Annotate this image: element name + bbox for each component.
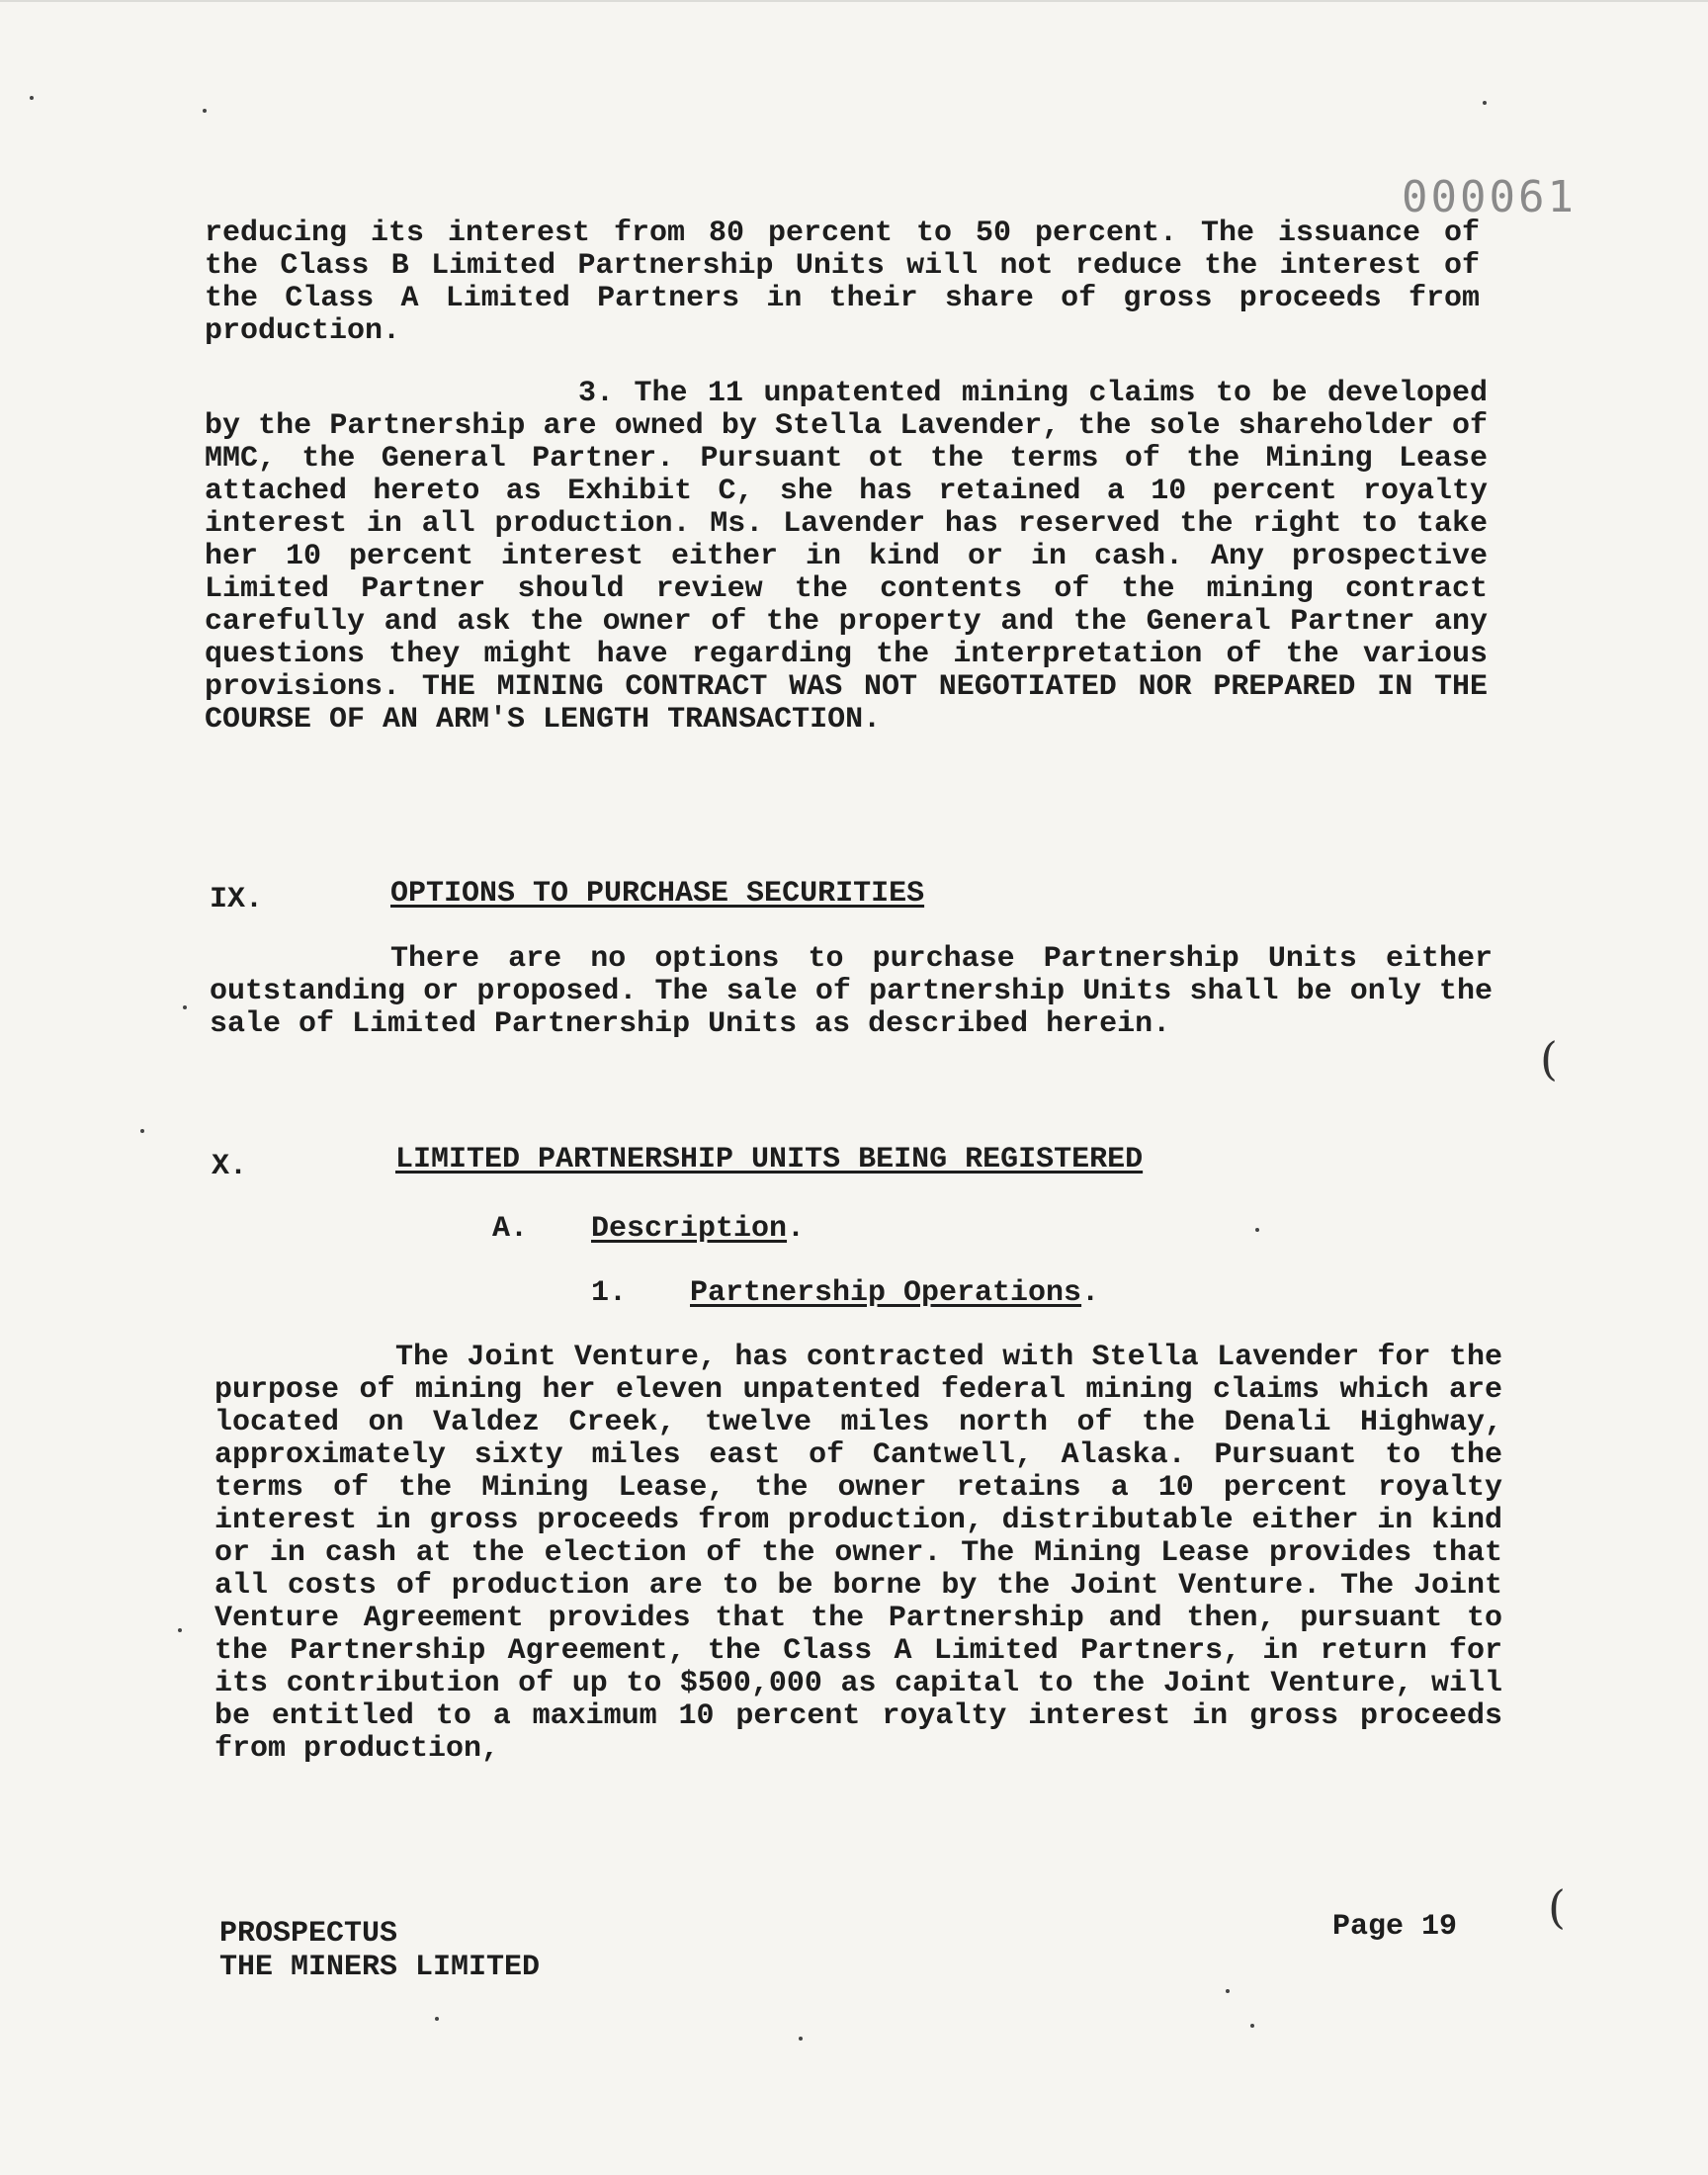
scan-speck xyxy=(435,2017,439,2021)
section-x-title: LIMITED PARTNERSHIP UNITS BEING REGISTERED xyxy=(395,1143,1144,1176)
subsection-a-number: A. xyxy=(492,1212,529,1246)
subsection-1-number: 1. xyxy=(591,1276,628,1310)
scan-speck xyxy=(183,1005,187,1009)
subsection-1-title-text: Partnership Operations xyxy=(690,1276,1082,1310)
paragraph-item-3: 3. The 11 unpatented mining claims to be developed by the Partnership are owned by Stella Lavender, the sole shareholder of MMC, the General Partner. Pursuant ot the terms of the Mining Lease attached hereto as Exhibit C, she has retained a 10 percent royalty interest in all production. Ms. Lavender has reserved the right to take her 10 percent interest either in kind or in cash. Any prospective Limited Partner should review the contents of the mining contract carefully and ask the owner of the property and the General Partner any questions they might have regarding the interpretation of the various provisions. THE MINING CONTRACT WAS NOT NEGOTIATED NOR PREPARED IN THE COURSE OF AN ARM'S LENGTH TRANSACTION. xyxy=(205,377,1488,737)
paragraph-continuation: reducing its interest from 80 percent to 50 percent. The issuance of the Class B Limited Partnership Units will not reduce the interest of the Class A Limited Partners in their share of gross proceeds from production. xyxy=(205,217,1480,348)
footer-left xyxy=(219,1917,540,1984)
section-x-number: X. xyxy=(212,1150,248,1183)
scan-speck xyxy=(1250,2024,1254,2028)
scan-speck xyxy=(30,96,34,100)
scan-speck xyxy=(1483,101,1487,105)
scan-speck xyxy=(1226,1989,1230,1993)
scan-speck xyxy=(799,2037,803,2041)
scan-speck xyxy=(203,109,207,113)
subsection-a-title: Description. xyxy=(591,1212,806,1246)
scan-speck xyxy=(178,1628,182,1632)
scan-speck xyxy=(1255,1228,1259,1232)
subsection-1-title: Partnership Operations. xyxy=(690,1276,1100,1310)
margin-mark: ( xyxy=(1548,1880,1566,1934)
scan-speck xyxy=(140,1129,144,1133)
paragraph-operations: The Joint Venture, has contracted with Stella Lavender for the purpose of mining her eleven unpatented federal mining claims which are located on Valdez Creek, twelve miles north of the Denali Highway, approximately sixty miles east of Cantwell, Alaska. Pursuant to the terms of the Mining Lease, the owner retains a 10 percent royalty interest in gross proceeds from production, distributable either in kind or in cash at the election of the owner. The Mining Lease provides that all costs of production are to be borne by the Joint Venture. The Joint Venture Agreement provides that the Partnership and then, pursuant to the Partnership Agreement, the Class A Limited Partners, in return for its contribution of up to $500,000 as capital to the Joint Venture, will be entitled to a maximum 10 percent royalty interest in gross proceeds from production, xyxy=(214,1341,1502,1766)
margin-mark: ( xyxy=(1540,1032,1558,1086)
subsection-a-title-text: Description xyxy=(591,1212,788,1246)
paragraph-options: There are no options to purchase Partnership Units either outstanding or proposed. The sale of partnership Units shall be only the sale of Limited Partnership Units as described herein. xyxy=(210,942,1493,1041)
section-ix-title: OPTIONS TO PURCHASE SECURITIES xyxy=(390,877,925,911)
page-number: Page 19 xyxy=(1332,1910,1458,1944)
bates-stamp: 000061 xyxy=(1402,172,1577,222)
footer-company: THE MINERS LIMITED xyxy=(219,1951,541,1984)
section-ix-number: IX. xyxy=(210,883,264,916)
footer-prospectus: PROSPECTUS xyxy=(219,1917,398,1951)
